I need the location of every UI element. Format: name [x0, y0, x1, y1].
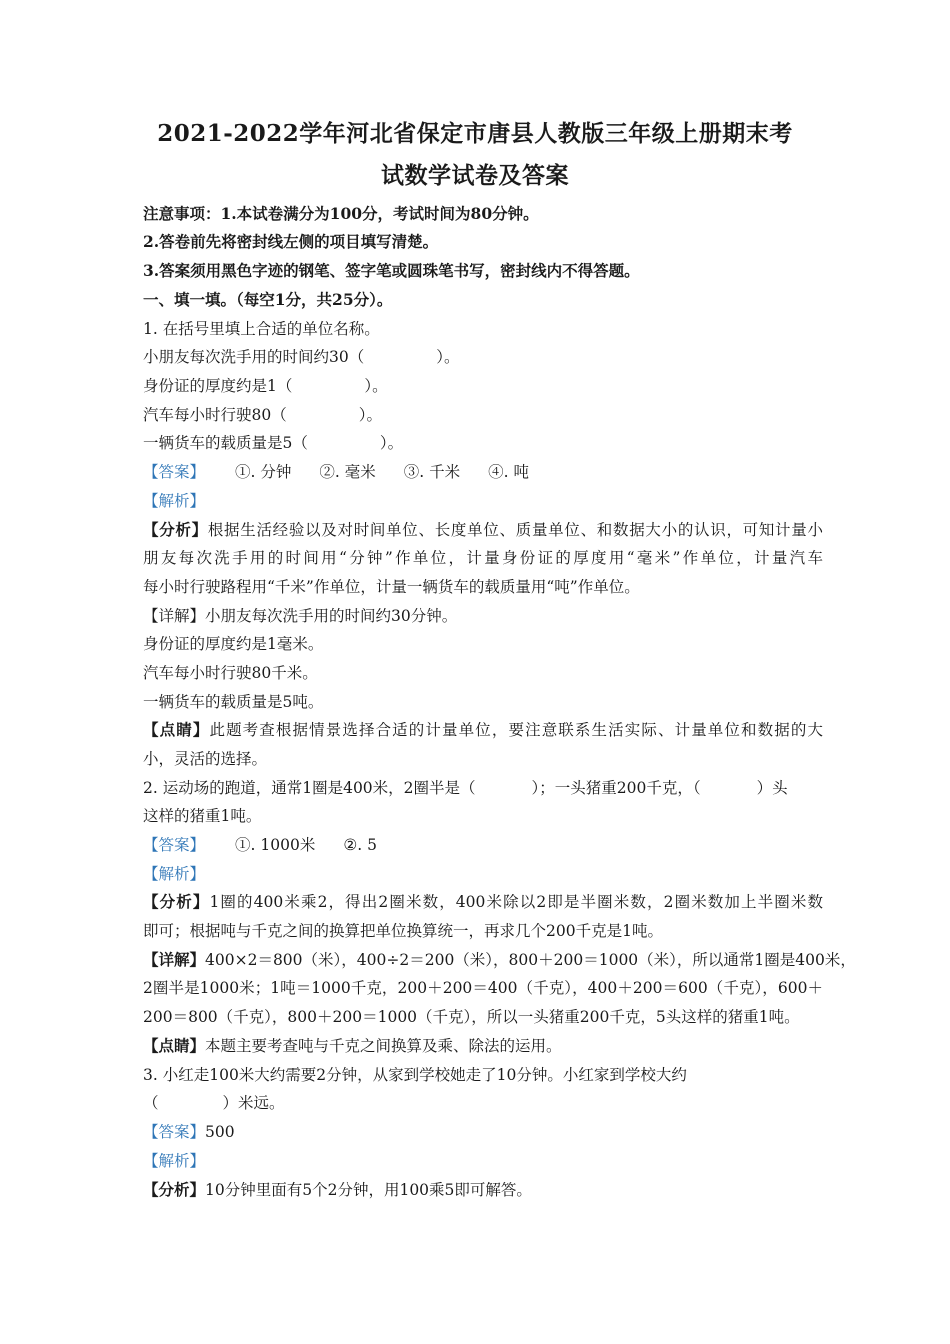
q1-stem: 1. 在括号里填上合适的单位名称。 — [143, 320, 380, 338]
xiangjie-tag: 【详解】 — [143, 607, 206, 625]
note-2: 2.答卷前先将密封线左侧的项目填写清楚。 — [143, 232, 439, 251]
q1-detail-line-3: 汽车每小时行驶80千米。 — [143, 664, 318, 682]
q3-answer — [143, 1122, 823, 1142]
q2-stem-text-1: 2. 运动场的跑道，通常1圈是400米，2圈半是（ — [143, 779, 476, 797]
q1-comment-line-1 — [143, 720, 823, 740]
q1-detail-line-1 — [143, 606, 823, 626]
fenxi-tag: 【分析】 — [143, 520, 208, 539]
q1-line-1-end: ）。 — [436, 348, 460, 366]
q1-line-1-text: 小朋友每次洗手用的时间约30（ — [143, 348, 365, 366]
q1-detail-line-2: 身份证的厚度约是1毫米。 — [143, 635, 324, 653]
q2-detail-text-1: 400×2＝800（米），400÷2＝200（米），800＋200＝1000（米），所以通常1圈是400米， — [205, 951, 856, 969]
q1-fenxi-line-1 — [143, 520, 823, 540]
note-3: 3.答案须用黑色字迹的钢笔、签字笔或圆珠笔书写，密封线内不得答题。 — [143, 261, 640, 280]
q3-analysis-tag: 【解析】 — [143, 1152, 206, 1170]
q2-fenxi-line-2: 即可；根据吨与千克之间的换算把单位换算统一，再求几个200千克是1吨。 — [143, 922, 663, 940]
q1-fenxi-line-3: 每小时行驶路程用“千米”作单位，计量一辆货车的载质量用“吨”作单位。 — [143, 578, 640, 596]
q1-line-4 — [143, 433, 823, 453]
q2-answer — [143, 835, 823, 855]
q1-detail-text-1: 小朋友每次洗手用的时间约30分钟。 — [205, 607, 458, 625]
q1-line-2-end: ）。 — [364, 377, 388, 395]
q1-comment-line-2: 小，灵活的选择。 — [143, 750, 268, 768]
q1-answer — [143, 462, 823, 482]
q2-stem-text-2: ）；一头猪重200千克，（ — [531, 779, 701, 797]
answer-tag: 【答案】 — [143, 1123, 206, 1141]
q2-answer-1: ①. 1000米 — [235, 836, 316, 854]
q2-stem-line-1 — [143, 778, 823, 798]
q2-answer-2: ②. 5 — [343, 836, 377, 854]
q1-answer-2: ②. 毫米 — [319, 463, 376, 481]
q2-stem-text-3: ）头 — [756, 779, 788, 797]
q2-detail-line-1 — [143, 950, 856, 970]
q1-answer-4: ④. 吨 — [488, 463, 529, 481]
fenxi-tag: 【分析】 — [143, 892, 210, 911]
answer-tag: 【答案】 — [143, 836, 206, 854]
q3-fenxi-line-1 — [143, 1180, 823, 1200]
q1-line-4-text: 一辆货车的载质量是5（ — [143, 434, 308, 452]
q2-detail-line-2: 2圈半是1000米；1吨＝1000千克，200＋200＝400（千克），400＋200＝600（千克），600＋ — [143, 979, 823, 997]
q3-stem-open: （ — [143, 1094, 159, 1112]
dianjing-tag: 【点睛】 — [143, 1036, 206, 1055]
section-heading: 一、填一填。（每空1分，共25分）。 — [143, 290, 393, 309]
q2-comment-line-1 — [143, 1036, 823, 1056]
q1-answer-3: ③. 千米 — [403, 463, 461, 481]
q2-analysis-tag: 【解析】 — [143, 865, 206, 883]
q1-answer-1: ①. 分钟 — [235, 463, 292, 481]
q1-line-3-text: 汽车每小时行驶80（ — [143, 406, 287, 424]
q1-line-3-end: ）。 — [358, 406, 382, 424]
fenxi-tag: 【分析】 — [143, 1180, 206, 1199]
document-title-line2: 试数学试卷及答案 — [381, 162, 569, 189]
q1-analysis-tag: 【解析】 — [143, 492, 206, 510]
dianjing-tag: 【点睛】 — [143, 720, 210, 739]
q1-line-1 — [143, 347, 823, 367]
q1-fenxi-line-2: 朋友每次洗手用的时间用“分钟”作单位，计量身份证的厚度用“毫米”作单位，计量汽车 — [143, 549, 823, 567]
q3-fenxi-text-1: 10分钟里面有5个2分钟，用100乘5即可解答。 — [205, 1181, 532, 1199]
q1-line-2-text: 身份证的厚度约是1（ — [143, 377, 293, 395]
q3-stem-line-2 — [143, 1093, 823, 1113]
q2-detail-line-3: 200＝800（千克），800＋200＝1000（千克），所以一头猪重200千克，5头这样的猪重1吨。 — [143, 1008, 800, 1026]
q1-comment-text-1: 此题考查根据情景选择合适的计量单位，要注意联系生活实际、计量单位和数据的大 — [209, 721, 823, 739]
q3-answer-value: 500 — [205, 1123, 235, 1141]
note-1: 注意事项：1.本试卷满分为100分，考试时间为80分钟。 — [143, 204, 539, 223]
xiangjie-tag: 【详解】 — [143, 950, 206, 969]
q1-detail-line-4: 一辆货车的载质量是5吨。 — [143, 693, 324, 711]
q2-fenxi-text-1: 1圈的400米乘2，得出2圈米数，400米除以2即是半圈米数，2圈米数加上半圈米数 — [209, 893, 823, 911]
q1-line-4-end: ）。 — [379, 434, 404, 452]
q1-line-3 — [143, 405, 823, 425]
q1-line-2 — [143, 376, 823, 396]
q3-stem-line-1: 3. 小红走100米大约需要2分钟，从家到学校她走了10分钟。小红家到学校大约 — [143, 1066, 687, 1084]
q1-fenxi-text-1: 根据生活经验以及对时间单位、长度单位、质量单位、和数据大小的认识，可知计量小 — [207, 521, 823, 539]
q2-comment-text-1: 本题主要考查吨与千克之间换算及乘、除法的运用。 — [205, 1037, 562, 1055]
q2-fenxi-line-1 — [143, 892, 823, 912]
q2-stem-line-2: 这样的猪重1吨。 — [143, 807, 262, 825]
answer-tag: 【答案】 — [143, 463, 206, 481]
document-title-line1: 2021-2022学年河北省保定市唐县人教版三年级上册期末考 — [157, 120, 793, 147]
q3-stem-end: ）米远。 — [222, 1094, 285, 1112]
